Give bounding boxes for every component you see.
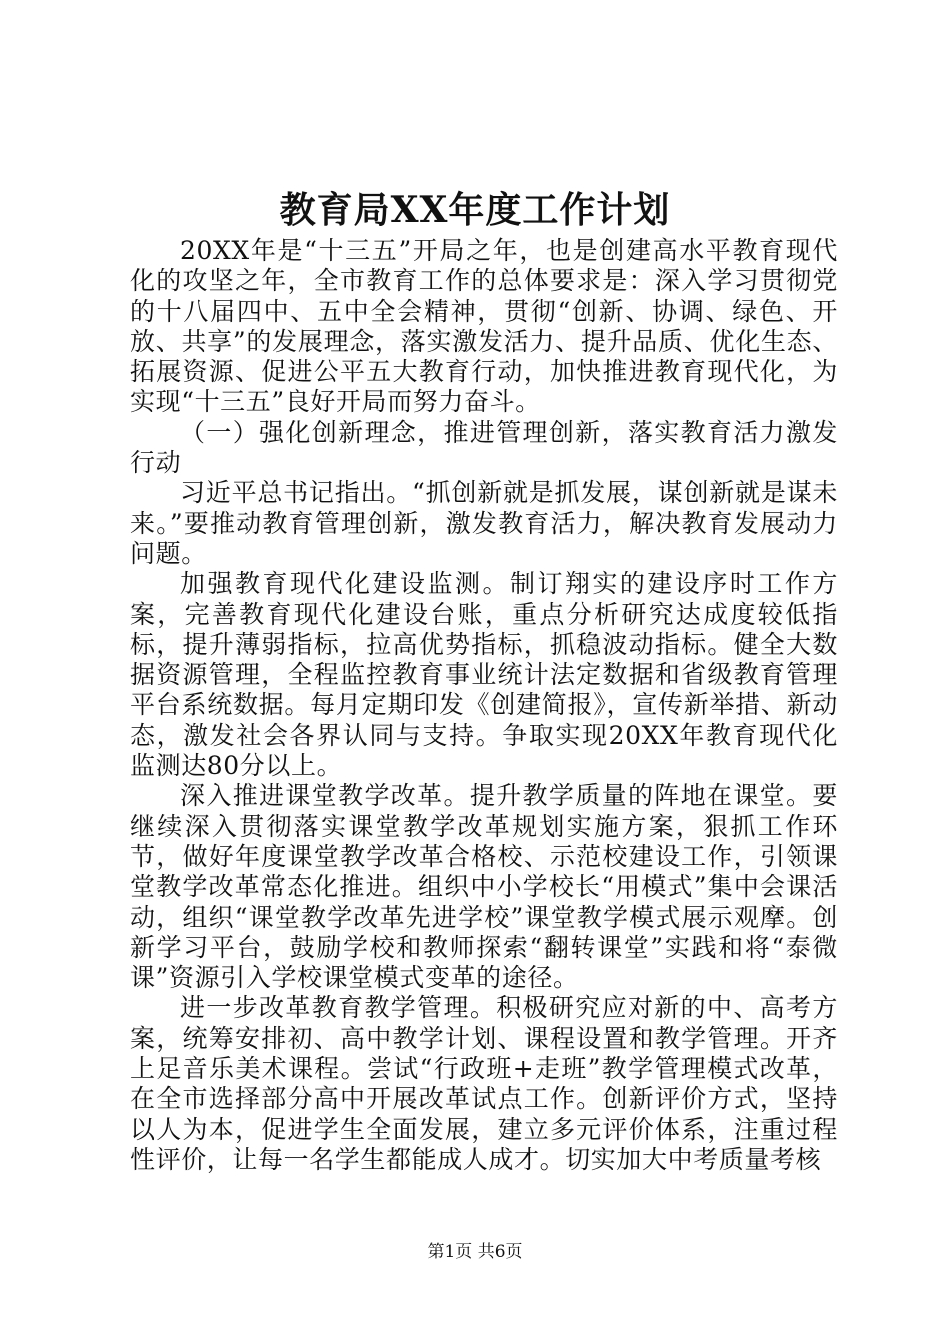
paragraph: 深入推进课堂教学改革。提升教学质量的阵地在课堂。要继续深入贯彻落实课堂教学改革规划实施方案，狠抓工作环节，做好年度课堂教学改革合格校、示范校建设工作，引领课堂教学改革常态化推进。组织中小学校长“用模式”集中会课活动，组织“课堂教学改革先进学校”课堂教学模式展示观摩。创新学习平台，鼓励学校和教师探索“翻转课堂”实践和将“泰微课”资源引入学校课堂模式变革的途径。 [130, 781, 838, 993]
paragraph: 加强教育现代化建设监测。制订翔实的建设序时工作方案，完善教育现代化建设台账，重点分析研究达成度较低指标，提升薄弱指标，拉高优势指标，抓稳波动指标。健全大数据资源管理，全程监控教育事业统计法定数据和省级教育管理平台系统数据。每月定期印发《创建简报》，宣传新举措、新动态，激发社会各界认同与支持。争取实现20XX年教育现代化监测达80分以上。 [130, 569, 838, 781]
paragraph: 习近平总书记指出。“抓创新就是抓发展，谋创新就是谋未来。”要推动教育管理创新，激发教育活力，解决教育发展动力问题。 [130, 478, 838, 568]
paragraph-intro: 20XX年是“十三五”开局之年，也是创建高水平教育现代化的攻坚之年，全市教育工作的总体要求是：深入学习贯彻党的十八届四中、五中全会精神，贯彻“创新、协调、绿色、开放、共享”的发展理念，落实激发活力、提升品质、优化生态、拓展资源、促进公平五大教育行动，加快推进教育现代化，为实现“十三五”良好开局而努力奋斗。 [130, 236, 838, 417]
document-title: 教育局XX年度工作计划 [279, 189, 671, 231]
document-body [130, 236, 838, 1175]
section-heading: （一）强化创新理念，推进管理创新，落实教育活力激发行动 [130, 417, 838, 478]
paragraph: 进一步改革教育教学管理。积极研究应对新的中、高考方案，统筹安排初、高中教学计划、课程设置和教学管理。开齐上足音乐美术课程。尝试“行政班+走班”教学管理模式改革，在全市选择部分高中开展改革试点工作。创新评价方式，坚持以人为本，促进学生全面发展，建立多元评价体系，注重过程性评价，让每一名学生都能成人成才。切实加大中考质量考核 [130, 993, 838, 1174]
page-footer: 第1页 共6页 [427, 1242, 523, 1262]
